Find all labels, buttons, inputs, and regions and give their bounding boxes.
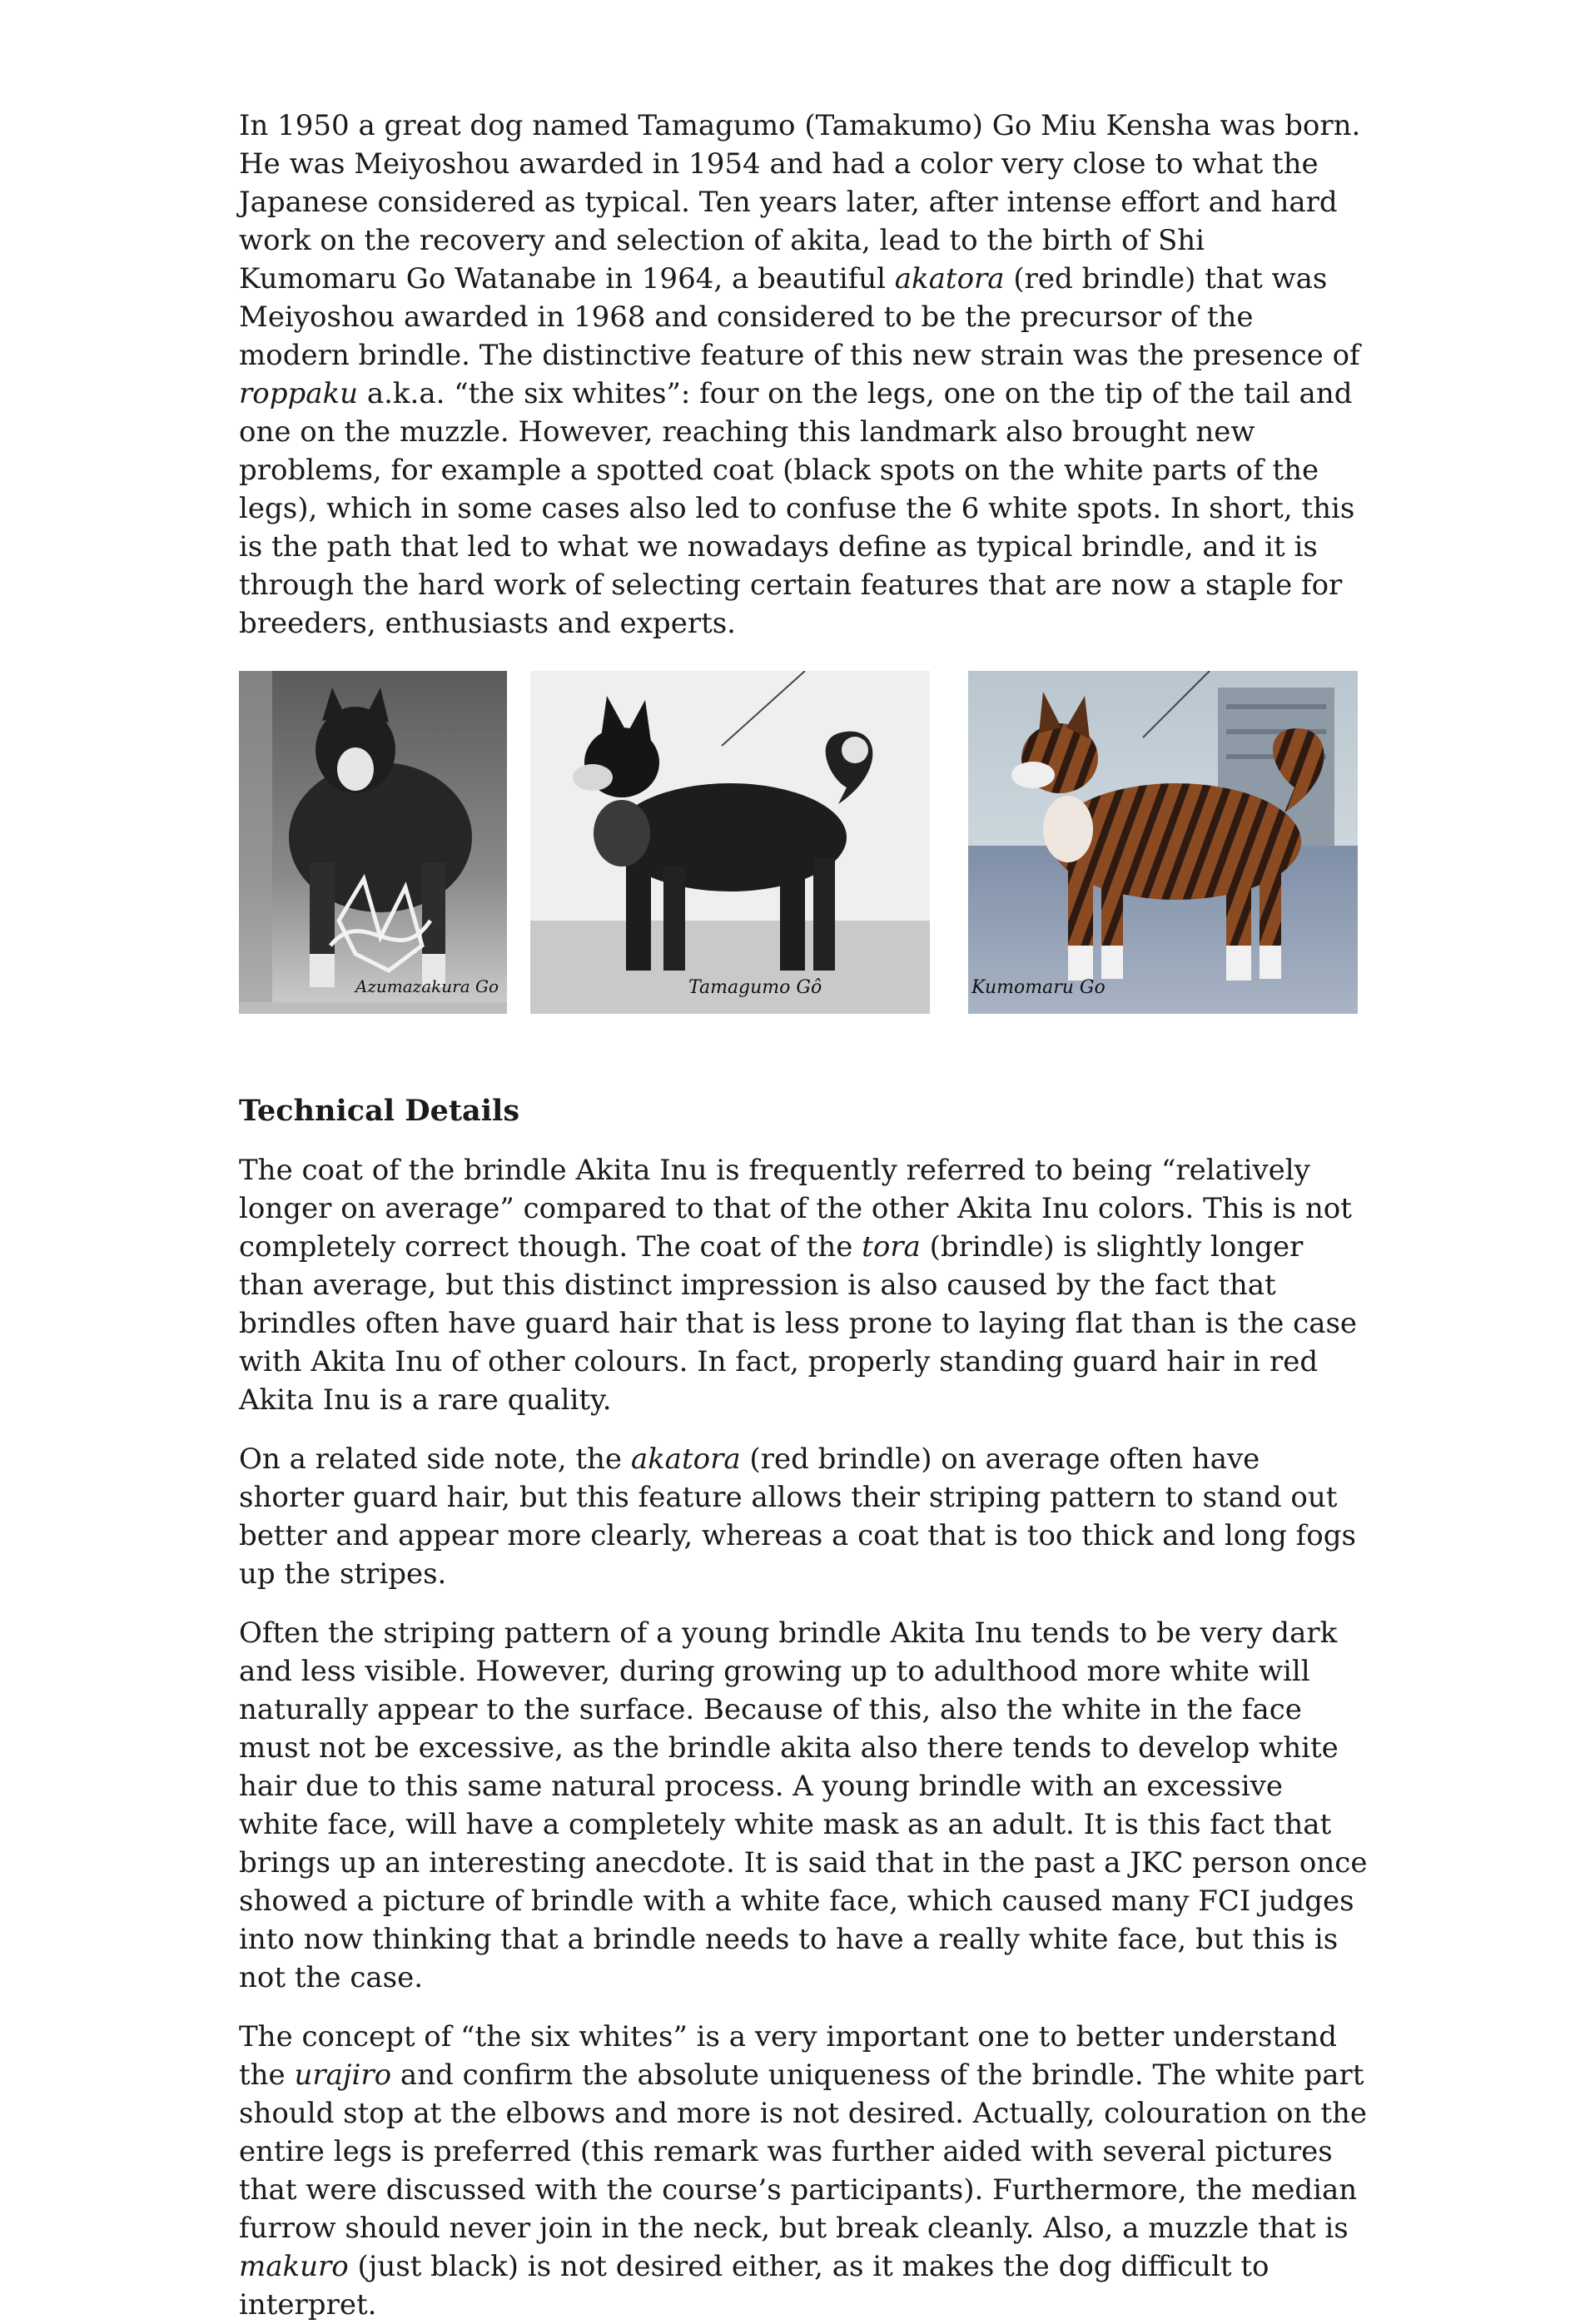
paragraph-striping-pattern: Often the striping pattern of a young brindle Akita Inu tends to be very dark and less visible. However, during growing up to adulthood more white will naturally appear to the surface. Because of this, also the white in the face must not be excessive, as the brindle akita also there tends to develop white hair due to this same natural process. A young brindle with an excessive white face, will have a completely white mask as an adult. It is this fact that brings up an interesting anecdote. It is said that in the past a JKC person once showed a picture of brindle with a white face, which caused many FCI judges into now thinking that a brindle needs to have a really white face, but this is not the case. [239, 1616, 1368, 1994]
p4-text-2: and confirm the absolute uniqueness of the brindle. The white part should stop at the elbows and more is not desired. Actually, colouration on the entire legs is preferred (this remark was further aided with several pictures that were discussed with the course’s participants). Furthermore, the median furrow should never join in the neck, but break cleanly. Also, a muzzle that is [239, 2058, 1368, 2245]
photo-caption-1: Azumazakura Go [355, 976, 499, 996]
intro-paragraph [239, 107, 1371, 643]
photo-caption-3: Kumomaru Go [971, 977, 1106, 998]
dog-photo-2 [530, 671, 930, 1014]
p2-text-2: (red brindle) on average often have shorter guard hair, but this feature allows their striping pattern to stand out better and appear more clearly, whereas a coat that is too thick and long fogs up the stripes. [239, 1443, 1356, 1591]
dog-photo-3 [968, 671, 1358, 1014]
section-heading: Technical Details [239, 1094, 520, 1128]
p4-text-3: (just black) is not desired either, as it makes the dog difficult to interpret. [239, 2250, 1270, 2322]
p1-italic-tora: tora [862, 1230, 921, 1264]
intro-text-3: a.k.a. “the six whites”: four on the legs, one on the tip of the tail and one on the muzzle. However, reaching this landmark also brought new problems, for example a spotted coat (black spots on the white parts of the legs), which in some cases also led to confuse the 6 white spots. In short, this is the path that led to what we nowadays define as typical brindle, and it is through the hard work of selecting certain features that are now a staple for breeders, enthusiasts and experts. [239, 377, 1355, 640]
photo-caption-2: Tamagumo Gô [688, 977, 822, 998]
intro-text-2: (red brindle) that was Meiyoshou awarded in 1968 and considered to be the precursor of the modern brindle. The distinctive feature of this new strain was the presence of [239, 262, 1360, 372]
p4-text-1: The concept of “the six whites” is a very important one to better understand the [239, 2020, 1337, 2092]
intro-italic-roppaku: roppaku [239, 377, 359, 410]
p4-italic-urajiro: urajiro [294, 2058, 392, 2092]
intro-italic-akatora: akatora [894, 262, 1005, 295]
p4-italic-makuro: makuro [239, 2250, 349, 2283]
photo-azumazakura-go [239, 671, 507, 1014]
paragraph-coat-length [239, 1151, 1371, 1419]
p2-italic-akatora: akatora [630, 1443, 741, 1476]
paragraph-six-whites [239, 2018, 1371, 2324]
p2-text-1: On a related side note, the [239, 1443, 631, 1476]
intro-text-1: In 1950 a great dog named Tamagumo (Tamakumo) Go Miu Kensha was born. He was Meiyoshou awarded in 1954 and had a color very close to what the Japanese considered as typical. Ten years later, after intense effort and hard work on the recovery and selection of akita, lead to the birth of Shi Kumomaru Go Watanabe in 1964, a beautiful [239, 109, 1361, 295]
document-page [239, 107, 1371, 2324]
photo-tamagumo-go [530, 671, 930, 1014]
p1-text-1: The coat of the brindle Akita Inu is frequently referred to being “relatively longer on average” compared to that of the other Akita Inu colors. This is not completely correct though. The coat of the [239, 1154, 1352, 1264]
photo-kumomaru-go [968, 671, 1358, 1014]
photo-row [239, 671, 1371, 1020]
paragraph-akatora-note [239, 1440, 1371, 1593]
dog-photo-1 [239, 671, 507, 1014]
p1-text-2: (brindle) is slightly longer than average, but this distinct impression is also caused by the fact that brindles often have guard hair that is less prone to laying flat than is the case with Akita Inu of other colours. In fact, properly standing guard hair in red Akita Inu is a rare quality. [239, 1230, 1358, 1417]
